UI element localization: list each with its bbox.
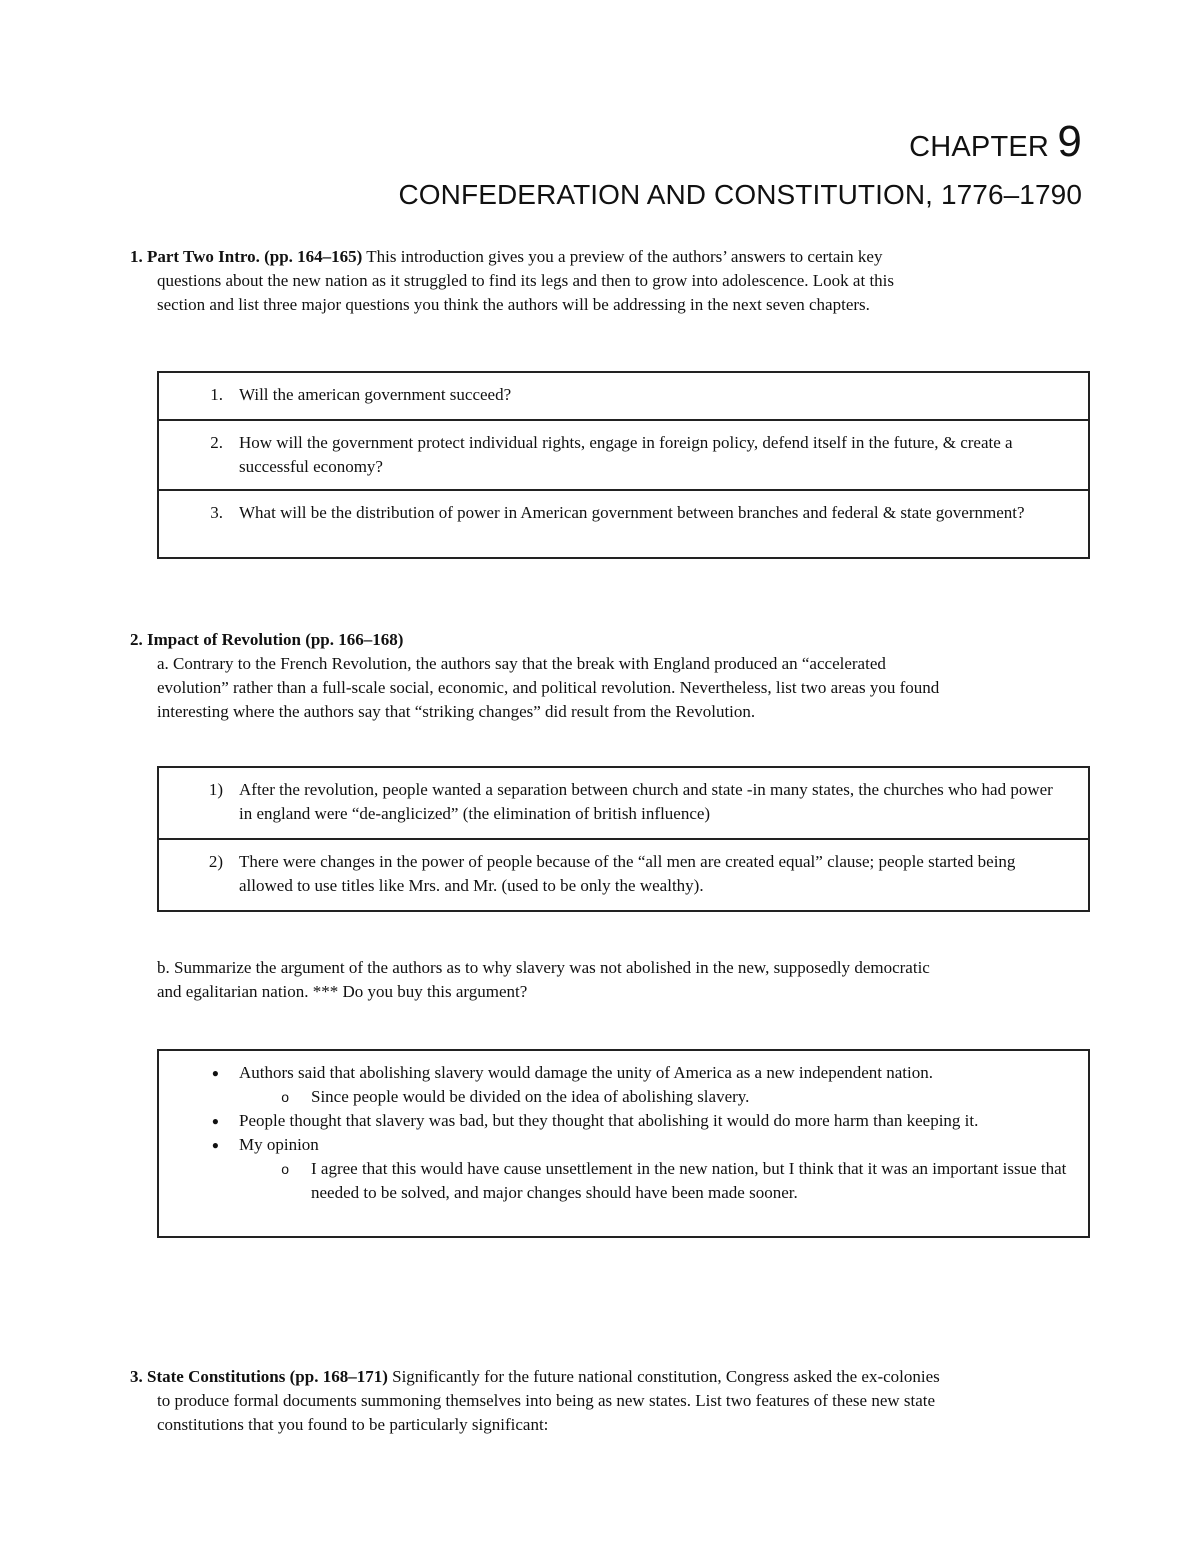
sub-bullet-icon: o [281,1161,289,1177]
answer-row [159,421,1088,491]
question-2a-line-3: interesting where the authors say that “striking changes” did result from the Revolution. [157,702,756,721]
question-2 [130,628,1090,724]
bullet-icon: ● [211,1066,219,1080]
answer-row [159,840,1088,910]
question-1-line-2: questions about the new nation as it struggled to find its legs and then to grow into adolescence. Look at this [157,271,895,290]
answer-row [159,491,1088,557]
chapter-number: 9 [1057,117,1082,166]
question-3-line-2: to produce formal documents summoning themselves into being as new states. List two features of these new state [157,1391,936,1410]
answer-row [159,373,1088,421]
bullet-item [159,1133,1076,1157]
question-2b-line-1: b. Summarize the argument of the authors as to why slavery was not abolished in the new, supposedly democratic [157,958,930,977]
sub-bullet-text: Since people would be divided on the idea of abolishing slavery. [311,1087,750,1106]
bullet-icon: ● [211,1114,219,1128]
question-3-label: 3. State Constitutions (pp. 168–171) [130,1367,388,1386]
answer-number: 1) [208,780,223,799]
question-3-text [130,1365,1090,1389]
bullet-text: Authors said that abolishing slavery would damage the unity of America as a new independent nation. [239,1063,933,1082]
question-2-label: 2. Impact of Revolution (pp. 166–168) [130,630,404,649]
question-1-line-3: section and list three major questions you think the authors will be addressing in the next seven chapters. [157,295,870,314]
sub-bullet-item [159,1157,1076,1205]
bullet-item [159,1061,1076,1085]
answer-box-2b [157,1049,1090,1238]
question-3-line-1: Significantly for the future national constitution, Congress asked the ex-colonies [387,1367,940,1386]
question-2b-line-2: and egalitarian nation. *** Do you buy this argument? [157,982,528,1001]
answer-box-2a [157,766,1090,912]
answer-number: 1. [210,385,223,404]
question-1-label: 1. Part Two Intro. (pp. 164–165) [130,247,363,266]
chapter-header [398,118,1082,213]
answer-box-1 [157,371,1090,559]
answer-text: After the revolution, people wanted a separation between church and state -in many states, the churches who had power in england were “de-anglicized” (the elimination of british influence) [239,780,1053,823]
chapter-word: CHAPTER [909,131,1050,163]
answer-text: How will the government protect individual rights, engage in foreign policy, defend itself in the future, & create a successful economy? [239,433,1013,476]
bullet-item [159,1109,1076,1133]
question-3 [130,1365,1090,1437]
bullet-icon: ● [211,1138,219,1152]
sub-bullet-icon: o [281,1089,289,1105]
question-1 [130,245,1090,317]
answer-number: 2. [210,433,223,452]
question-1-line-1: This introduction gives you a preview of the authors’ answers to certain key [362,247,883,266]
sub-bullet-text: I agree that this would have cause unsettlement in the new nation, but I think that it was an important issue that needed to be solved, and major changes should have been made sooner. [311,1159,1067,1202]
question-3-line-3: constitutions that you found to be particularly significant: [157,1415,549,1434]
chapter-title [398,118,1082,171]
bullet-text: My opinion [239,1135,319,1154]
question-2b [130,956,1090,1004]
question-2a-line-1: a. Contrary to the French Revolution, the authors say that the break with England produced an “accelerated [157,654,886,673]
question-2a-line-2: evolution” rather than a full-scale social, economic, and political revolution. Nevertheless, list two areas you found [157,678,940,697]
chapter-subtitle: CONFEDERATION AND CONSTITUTION, 1776–1790 [398,179,1082,210]
answer-number: 2) [208,852,223,871]
answer-row [159,768,1088,840]
answer-text: Will the american government succeed? [239,385,512,404]
question-2-text [130,628,1090,652]
answer-text: What will be the distribution of power in American government between branches and federal & state government? [239,503,1025,522]
question-1-text [130,245,1090,269]
answer-number: 3. [210,503,223,522]
bullet-text: People thought that slavery was bad, but they thought that abolishing it would do more harm than keeping it. [239,1111,979,1130]
answer-text: There were changes in the power of people because of the “all men are created equal” clause; people started being allowed to use titles like Mrs. and Mr. (used to be only the wealthy). [239,852,1016,895]
sub-bullet-item [159,1085,1076,1109]
